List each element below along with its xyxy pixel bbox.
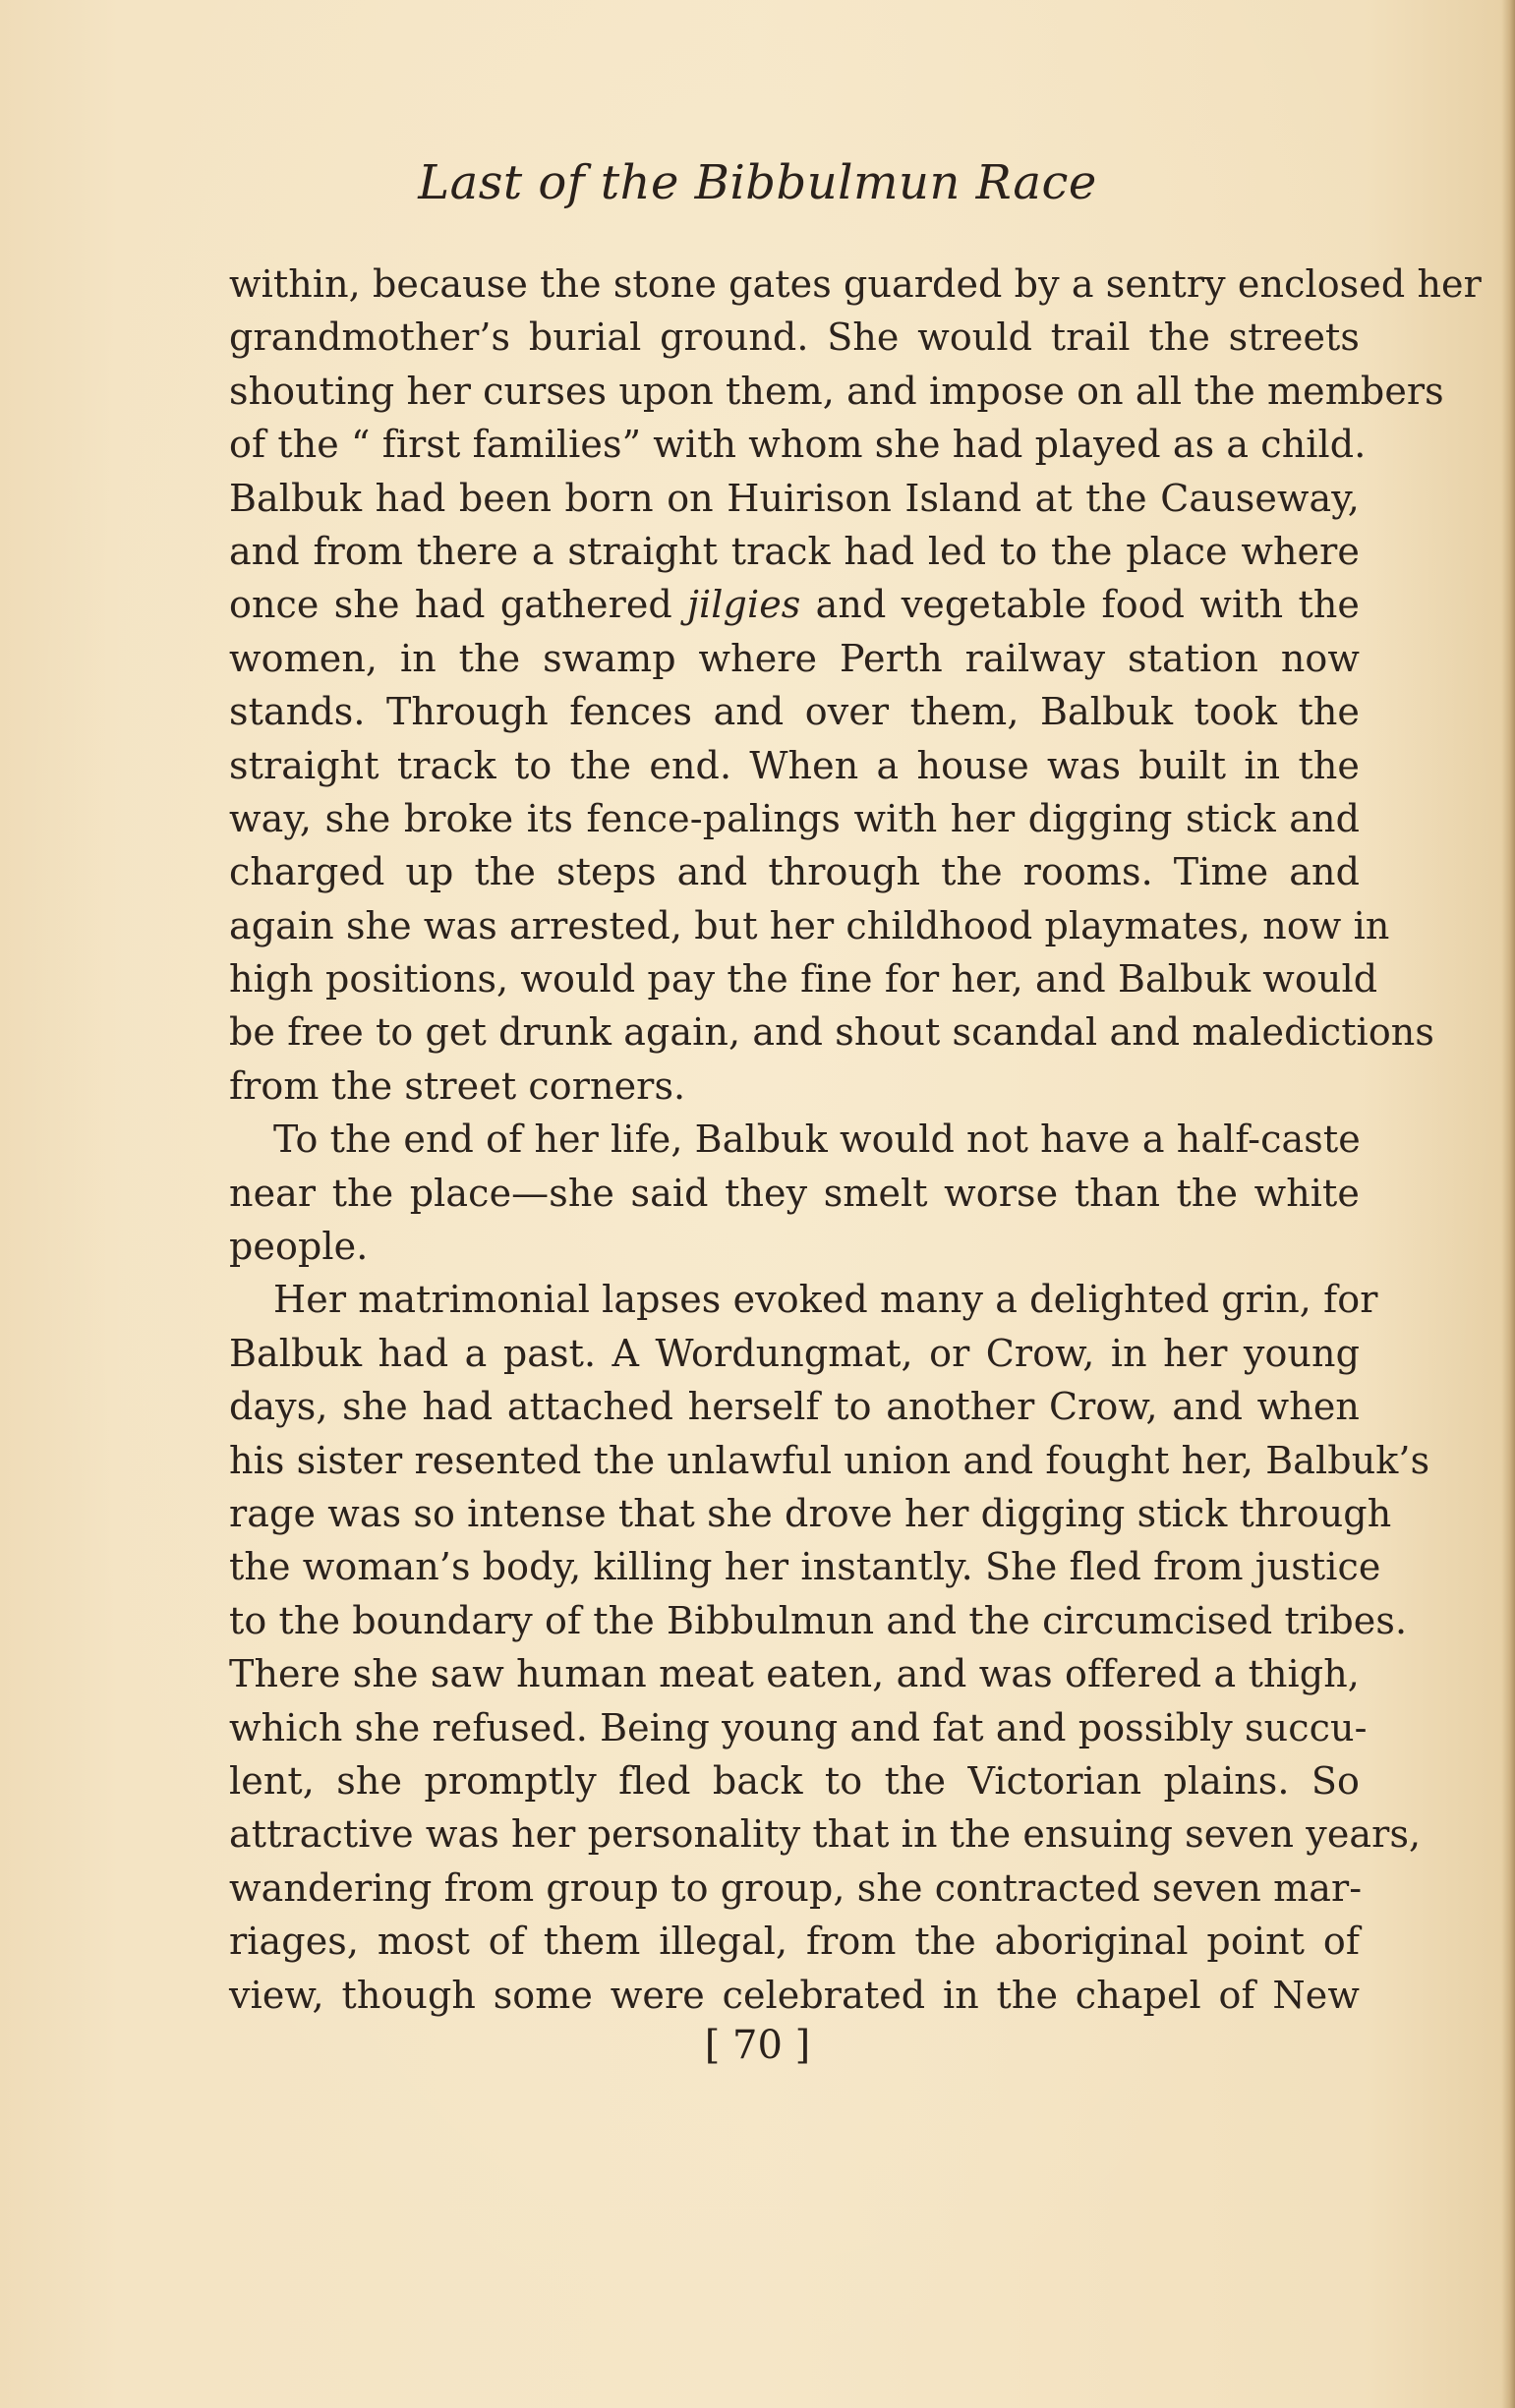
text-line: be free to get drunk again, and shout scandal and maledictions — [229, 1010, 1434, 1055]
text-line: Her matrimonial lapses evoked many a delighted grin, for — [273, 1278, 1378, 1322]
text-line: grandmother’s burial ground. She would trail the streets — [229, 315, 1360, 360]
text-line: days, she had attached herself to another Crow, and when — [229, 1385, 1360, 1429]
text-line: way, she broke its fence-palings with her digging stick and — [229, 796, 1360, 840]
italic-term: jilgies — [687, 583, 801, 627]
text-line: riages, most of them illegal, from the aboriginal point of — [229, 1920, 1360, 1964]
text-line: people. — [229, 1225, 369, 1269]
text-line: from the street corners. — [229, 1063, 686, 1108]
text-line: and from there a straight track had led to the place where — [229, 529, 1360, 573]
text-line: wandering from group to group, she contracted seven mar- — [229, 1865, 1363, 1910]
body-text — [229, 258, 1482, 2022]
text-line: once she had gathered jilgies and vegetable food with the — [229, 583, 1360, 627]
page-number: [ 70 ] — [704, 2023, 811, 2068]
text-line: lent, she promptly fled back to the Victorian plains. So — [229, 1758, 1360, 1803]
text-line: straight track to the end. When a house was built in the — [229, 743, 1360, 787]
text-line: Balbuk had a past. A Wordungmat, or Crow, in her young — [229, 1331, 1360, 1375]
text-line: attractive was her personality that in the ensuing seven years, — [229, 1812, 1422, 1857]
text-line: view, though some were celebrated in the chapel of New — [229, 1973, 1360, 2017]
text-line: his sister resented the unlawful union and fought her, Balbuk’s — [229, 1438, 1430, 1482]
text-line: high positions, would pay the fine for her, and Balbuk would — [229, 957, 1378, 1002]
running-head: Last of the Bibbulmun Race — [418, 155, 1097, 210]
text-line: to the boundary of the Bibbulmun and the circumcised tribes. — [229, 1598, 1408, 1642]
text-line: the woman’s body, killing her instantly. She fled from justice — [229, 1545, 1381, 1589]
text-line: stands. Through fences and over them, Balbuk took the — [229, 690, 1360, 734]
text-line: shouting her curses upon them, and impose on all the members — [229, 369, 1444, 413]
text-line: There she saw human meat eaten, and was offered a thigh, — [229, 1652, 1360, 1696]
text-line: near the place—she said they smelt worse than the white — [229, 1171, 1360, 1215]
text-line: which she refused. Being young and fat and possibly succu- — [229, 1705, 1368, 1749]
text-line: within, because the stone gates guarded by a sentry enclosed her — [229, 262, 1482, 306]
text-line: of the “ first families” with whom she had played as a child. — [229, 423, 1367, 467]
text-line: rage was so intense that she drove her digging stick through — [229, 1491, 1392, 1535]
text-line: charged up the steps and through the rooms. Time and — [229, 850, 1360, 894]
text-line: women, in the swamp where Perth railway station now — [229, 636, 1360, 680]
text-line: To the end of her life, Balbuk would not have a half-caste — [273, 1118, 1361, 1162]
text-line: Balbuk had been born on Huirison Island at the Causeway, — [229, 476, 1360, 520]
text-line: again she was arrested, but her childhood playmates, now in — [229, 903, 1390, 947]
